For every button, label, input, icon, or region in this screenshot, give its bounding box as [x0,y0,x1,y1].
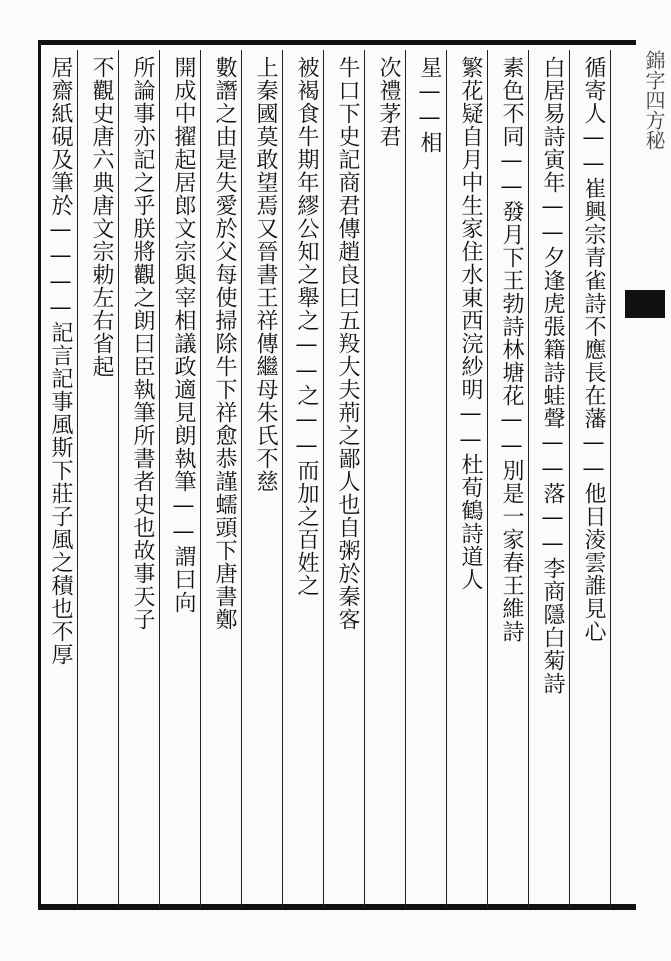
column-rule [610,50,611,908]
column-rule [118,50,119,908]
text-column: 被褐食牛期年繆公知之舉之——之——而加之百姓之 [294,56,319,597]
text-column: 素色不同——發月下王勃詩林塘花——別是一家春王維詩 [499,56,524,643]
margin-text: 錦字四方秘 [642,50,666,150]
text-column: 開成中擢起居郎文宗與宰相議政適見朗執筆——謂曰向 [171,56,196,614]
text-column: 次禮茅君 [376,56,401,148]
column-rule [77,50,78,908]
text-column: 上秦國莫敢望焉又晉書王祥傳繼母朱氏不慈 [253,56,278,493]
text-column: 循寄人——崔興宗青雀詩不應長在藩——他日淩雲誰見心 [581,56,606,643]
text-column: 不觀史唐六典唐文宗勅左右省起 [89,56,114,378]
column-rule [323,50,324,908]
column-rule [364,50,365,908]
column-rule [528,50,529,908]
text-column: 牛口下史記商君傳趙良曰五羖大夫荊之鄙人也自粥於秦客 [335,56,360,631]
column-rule [446,50,447,908]
text-column: 白居易詩寅年——夕逢虎張籍詩蛙聲——落——李商隱白菊詩 [540,56,565,695]
text-column: 居齋紙硯及筆於————記言記事風斯下莊子風之積也不厚 [48,56,73,666]
column-rule [569,50,570,908]
text-column: 所論事亦記之乎朕將觀之朗曰臣執筆所書者史也故事天子 [130,56,155,631]
text-column: 繁花疑自月中生家住水東西浣紗明——杜荀鶴詩道人 [458,56,483,591]
column-rule [405,50,406,908]
text-column: 星——相 [417,56,442,154]
column-rule [241,50,242,908]
column-rule [487,50,488,908]
column-rule [159,50,160,908]
text-column: 數譖之由是失愛於父每使掃除牛下祥愈恭謹蠕頭下唐書鄭 [212,56,237,631]
column-rule [200,50,201,908]
edge-mark [625,290,665,318]
column-rule [282,50,283,908]
